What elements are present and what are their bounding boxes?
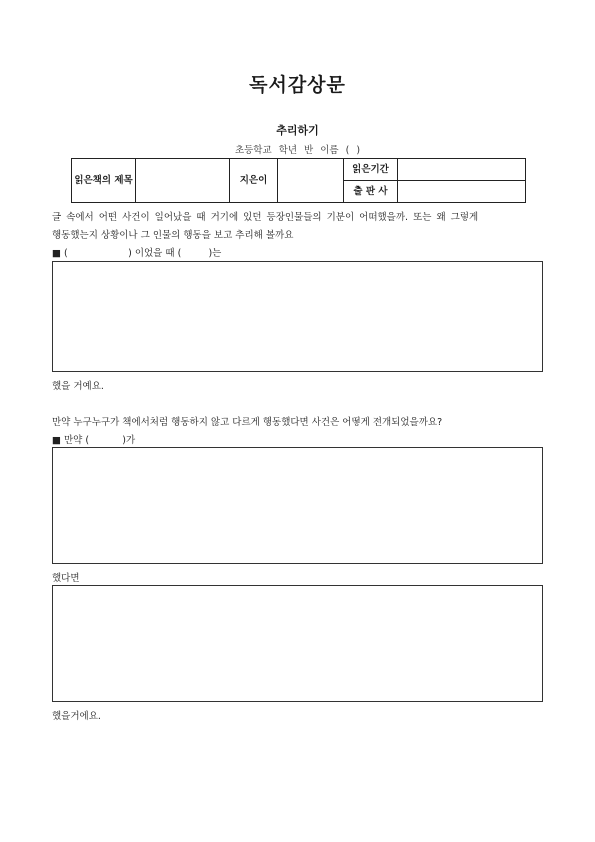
section1-prompt-line2: 행동했는지 상황이나 그 인물의 행동을 보고 추리해 볼까요 [52,230,294,241]
publisher-field[interactable] [398,181,526,203]
section2-ending: 했을거에요. [52,711,101,722]
read-period-label: 읽은기간 [344,159,398,181]
read-period-field[interactable] [398,159,526,181]
book-info-table [71,158,526,203]
author-field[interactable] [278,159,344,203]
section2-middle-text: 했다면 [52,573,80,584]
author-label: 지은이 [230,159,278,203]
book-title-label: 읽은책의 제목 [72,159,136,203]
publisher-label: 출 판 사 [344,181,398,203]
page-subtitle: 추리하기 [276,124,319,137]
section2-fill-line: ■ 만약 ( )가 [52,435,136,446]
section2-answer-box-1[interactable] [52,447,543,564]
section2-prompt: 만약 누구누구가 책에서처럼 행동하지 않고 다르게 행동했다면 사건은 어떻게 전개되었을까요? [52,417,443,428]
section1-answer-box[interactable] [52,261,543,372]
section1-fill-line: ■ ( ) 이었을 때 ( )는 [52,248,222,259]
book-title-field[interactable] [136,159,230,203]
page-title: 독서감상문 [249,74,346,96]
section1-ending: 했을 거예요. [52,381,104,392]
section1-prompt-line1: 글 속에서 어떤 사건이 일어났을 때 거기에 있던 등장인물들의 기분이 어떠했을까. 또는 왜 그렇게 [52,212,479,223]
school-name-line: 초등학교 학년 반 이름 ( ) [234,145,361,156]
section2-answer-box-2[interactable] [52,585,543,702]
